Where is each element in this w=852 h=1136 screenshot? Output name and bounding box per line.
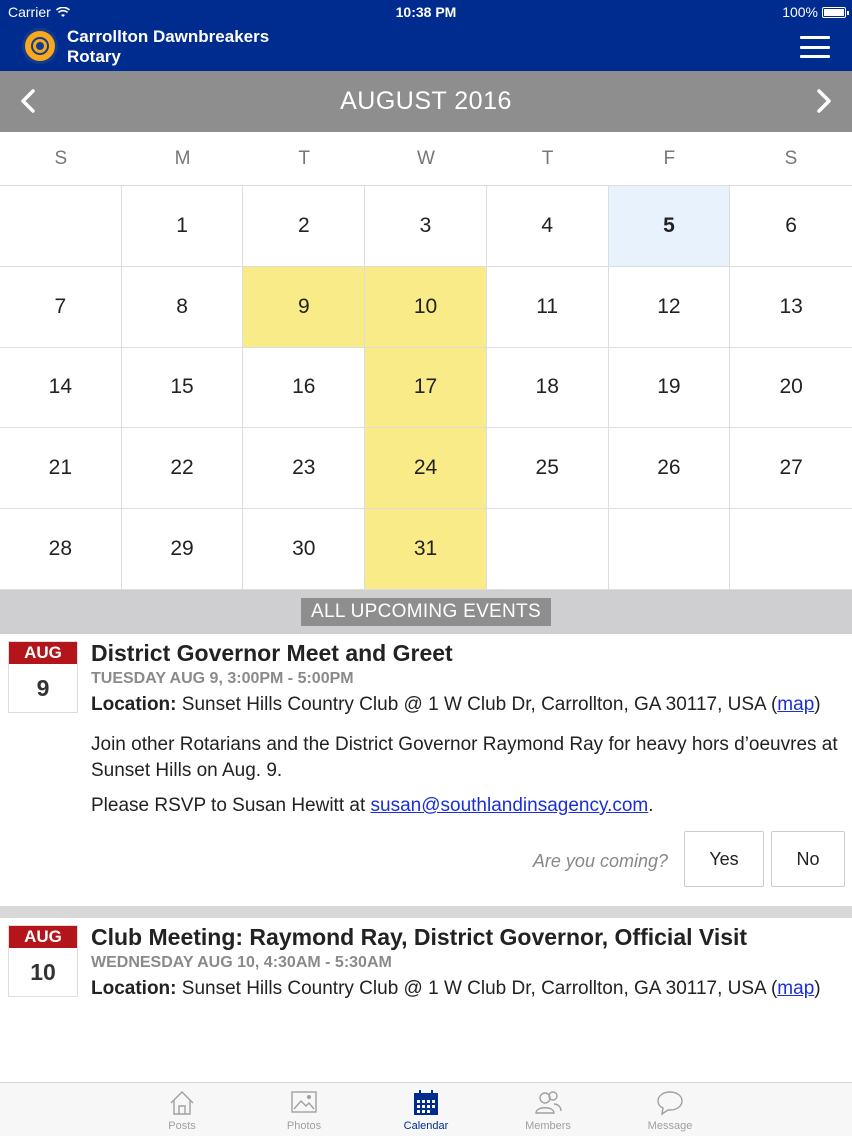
month-navigation xyxy=(0,71,852,132)
calendar-day-7[interactable]: 7 xyxy=(0,267,122,348)
calendar-day-11[interactable]: 11 xyxy=(487,267,609,348)
location-label: Location: xyxy=(91,694,177,715)
event-month: AUG xyxy=(9,642,77,664)
calendar-day-9[interactable]: 9 xyxy=(243,267,365,348)
calendar-day-13[interactable]: 13 xyxy=(730,267,852,348)
app-title-line2: Rotary xyxy=(67,47,121,66)
event-rsvp-note xyxy=(91,793,844,819)
tab-label: Calendar xyxy=(403,1120,449,1132)
calendar-day-31[interactable]: 31 xyxy=(365,509,487,590)
weekday-label: S xyxy=(784,148,798,169)
calendar-day-empty xyxy=(609,509,731,590)
weekday-label: T xyxy=(298,148,311,169)
calendar-day-29[interactable]: 29 xyxy=(122,509,244,590)
calendar-day-10[interactable]: 10 xyxy=(365,267,487,348)
map-link[interactable]: map xyxy=(777,978,815,999)
upcoming-events-header xyxy=(0,590,852,634)
members-icon xyxy=(533,1088,563,1118)
calendar-icon xyxy=(411,1088,441,1118)
month-title: AUGUST 2016 xyxy=(340,87,512,115)
calendar-day-18[interactable]: 18 xyxy=(487,348,609,429)
app-title-line1: Carrollton Dawnbreakers xyxy=(67,27,270,46)
calendar-day-17[interactable]: 17 xyxy=(365,348,487,429)
weekday-label: W xyxy=(416,148,435,169)
calendar-day-4[interactable]: 4 xyxy=(487,186,609,267)
chevron-right-icon xyxy=(815,88,833,114)
rsvp-row xyxy=(0,828,852,906)
event-date-badge xyxy=(8,641,78,713)
hamburger-menu-icon[interactable] xyxy=(800,36,830,58)
event-description: Join other Rotarians and the District Governor Raymond Ray for heavy hors d’oeuvres at Sunset Hills on Aug. 9. xyxy=(91,734,838,781)
event-datetime: WEDNESDAY AUG 10, 4:30AM - 5:30AM xyxy=(91,954,392,971)
calendar-day-26[interactable]: 26 xyxy=(609,428,731,509)
calendar-day-28[interactable]: 28 xyxy=(0,509,122,590)
calendar-day-23[interactable]: 23 xyxy=(243,428,365,509)
calendar-day-30[interactable]: 30 xyxy=(243,509,365,590)
calendar-day-16[interactable]: 16 xyxy=(243,348,365,429)
calendar-day-2[interactable]: 2 xyxy=(243,186,365,267)
event-title[interactable]: District Governor Meet and Greet xyxy=(91,640,453,666)
photo-icon xyxy=(289,1088,319,1118)
calendar-day-3[interactable]: 3 xyxy=(365,186,487,267)
tab-posts[interactable] xyxy=(121,1083,243,1136)
tab-label: Members xyxy=(525,1120,571,1132)
event-location: Location: Sunset Hills Country Club @ 1 W Club Dr, Carrollton, GA 30117, USA (map) xyxy=(91,694,821,715)
battery-percent: 100% xyxy=(782,4,818,20)
weekday-label: S xyxy=(54,148,68,169)
calendar-day-empty xyxy=(730,509,852,590)
rsvp-email-link[interactable]: susan@southlandinsagency.com xyxy=(370,795,649,816)
weekday-label: M xyxy=(174,148,191,169)
status-bar xyxy=(0,0,852,24)
battery-info xyxy=(782,4,846,20)
message-icon xyxy=(655,1088,685,1118)
upcoming-events-label: ALL UPCOMING EVENTS xyxy=(301,598,551,626)
battery-icon xyxy=(822,7,846,18)
event-card xyxy=(0,918,852,1003)
calendar-day-5[interactable]: 5 xyxy=(609,186,731,267)
rsvp-prefix: Please RSVP to Susan Hewitt at xyxy=(91,795,371,816)
event-card xyxy=(0,634,852,906)
rsvp-suffix: . xyxy=(648,795,654,816)
location-text: Sunset Hills Country Club @ 1 W Club Dr, Carrollton, GA 30117, USA xyxy=(181,978,766,999)
calendar-day-24[interactable]: 24 xyxy=(365,428,487,509)
tab-label: Message xyxy=(647,1120,693,1132)
location-label: Location: xyxy=(91,978,177,999)
calendar-day-1[interactable]: 1 xyxy=(122,186,244,267)
event-datetime: TUESDAY AUG 9, 3:00PM - 5:00PM xyxy=(91,670,354,687)
map-link[interactable]: map xyxy=(777,694,815,715)
calendar-day-empty xyxy=(487,509,609,590)
calendar-day-19[interactable]: 19 xyxy=(609,348,731,429)
event-day: 10 xyxy=(30,959,56,985)
calendar-day-22[interactable]: 22 xyxy=(122,428,244,509)
event-body xyxy=(91,634,852,819)
tab-message[interactable] xyxy=(609,1083,731,1136)
rsvp-question: Are you coming? xyxy=(532,851,668,871)
location-text: Sunset Hills Country Club @ 1 W Club Dr, Carrollton, GA 30117, USA xyxy=(181,694,766,715)
rsvp-yes-button[interactable]: Yes xyxy=(684,831,764,887)
app-title xyxy=(67,27,347,67)
tab-photos[interactable] xyxy=(243,1083,365,1136)
rsvp-no-button[interactable]: No xyxy=(771,831,845,887)
calendar-day-6[interactable]: 6 xyxy=(730,186,852,267)
event-separator xyxy=(0,906,852,918)
event-month: AUG xyxy=(9,926,77,948)
event-day: 9 xyxy=(36,675,50,701)
rotary-logo-icon xyxy=(22,28,58,64)
event-date-badge xyxy=(8,925,78,997)
weekday-label: F xyxy=(663,148,676,169)
tab-label: Posts xyxy=(168,1120,196,1132)
calendar-day-25[interactable]: 25 xyxy=(487,428,609,509)
tab-bar xyxy=(0,1082,852,1136)
next-month-button[interactable] xyxy=(804,81,844,121)
carrier-label: Carrier xyxy=(8,4,51,20)
tab-calendar[interactable] xyxy=(365,1083,487,1136)
tab-members[interactable] xyxy=(487,1083,609,1136)
calendar-day-15[interactable]: 15 xyxy=(122,348,244,429)
weekday-label: T xyxy=(541,148,554,169)
tab-label: Photos xyxy=(286,1120,322,1132)
event-body xyxy=(91,918,852,1003)
clock: 10:38 PM xyxy=(395,4,457,20)
events-list xyxy=(0,634,852,1082)
event-location: Location: Sunset Hills Country Club @ 1 W Club Dr, Carrollton, GA 30117, USA (map) xyxy=(91,978,821,999)
calendar-day-27[interactable]: 27 xyxy=(730,428,852,509)
calendar-day-20[interactable]: 20 xyxy=(730,348,852,429)
calendar-day-12[interactable]: 12 xyxy=(609,267,731,348)
weekday-header xyxy=(0,132,852,186)
app-header xyxy=(0,24,852,71)
calendar-day-14[interactable]: 14 xyxy=(0,348,122,429)
house-icon xyxy=(167,1088,197,1118)
calendar-day-empty xyxy=(0,186,122,267)
calendar-day-8[interactable]: 8 xyxy=(122,267,244,348)
calendar-grid xyxy=(0,185,852,590)
event-title[interactable]: Club Meeting: Raymond Ray, District Governor, Official Visit xyxy=(91,924,748,950)
calendar-day-21[interactable]: 21 xyxy=(0,428,122,509)
